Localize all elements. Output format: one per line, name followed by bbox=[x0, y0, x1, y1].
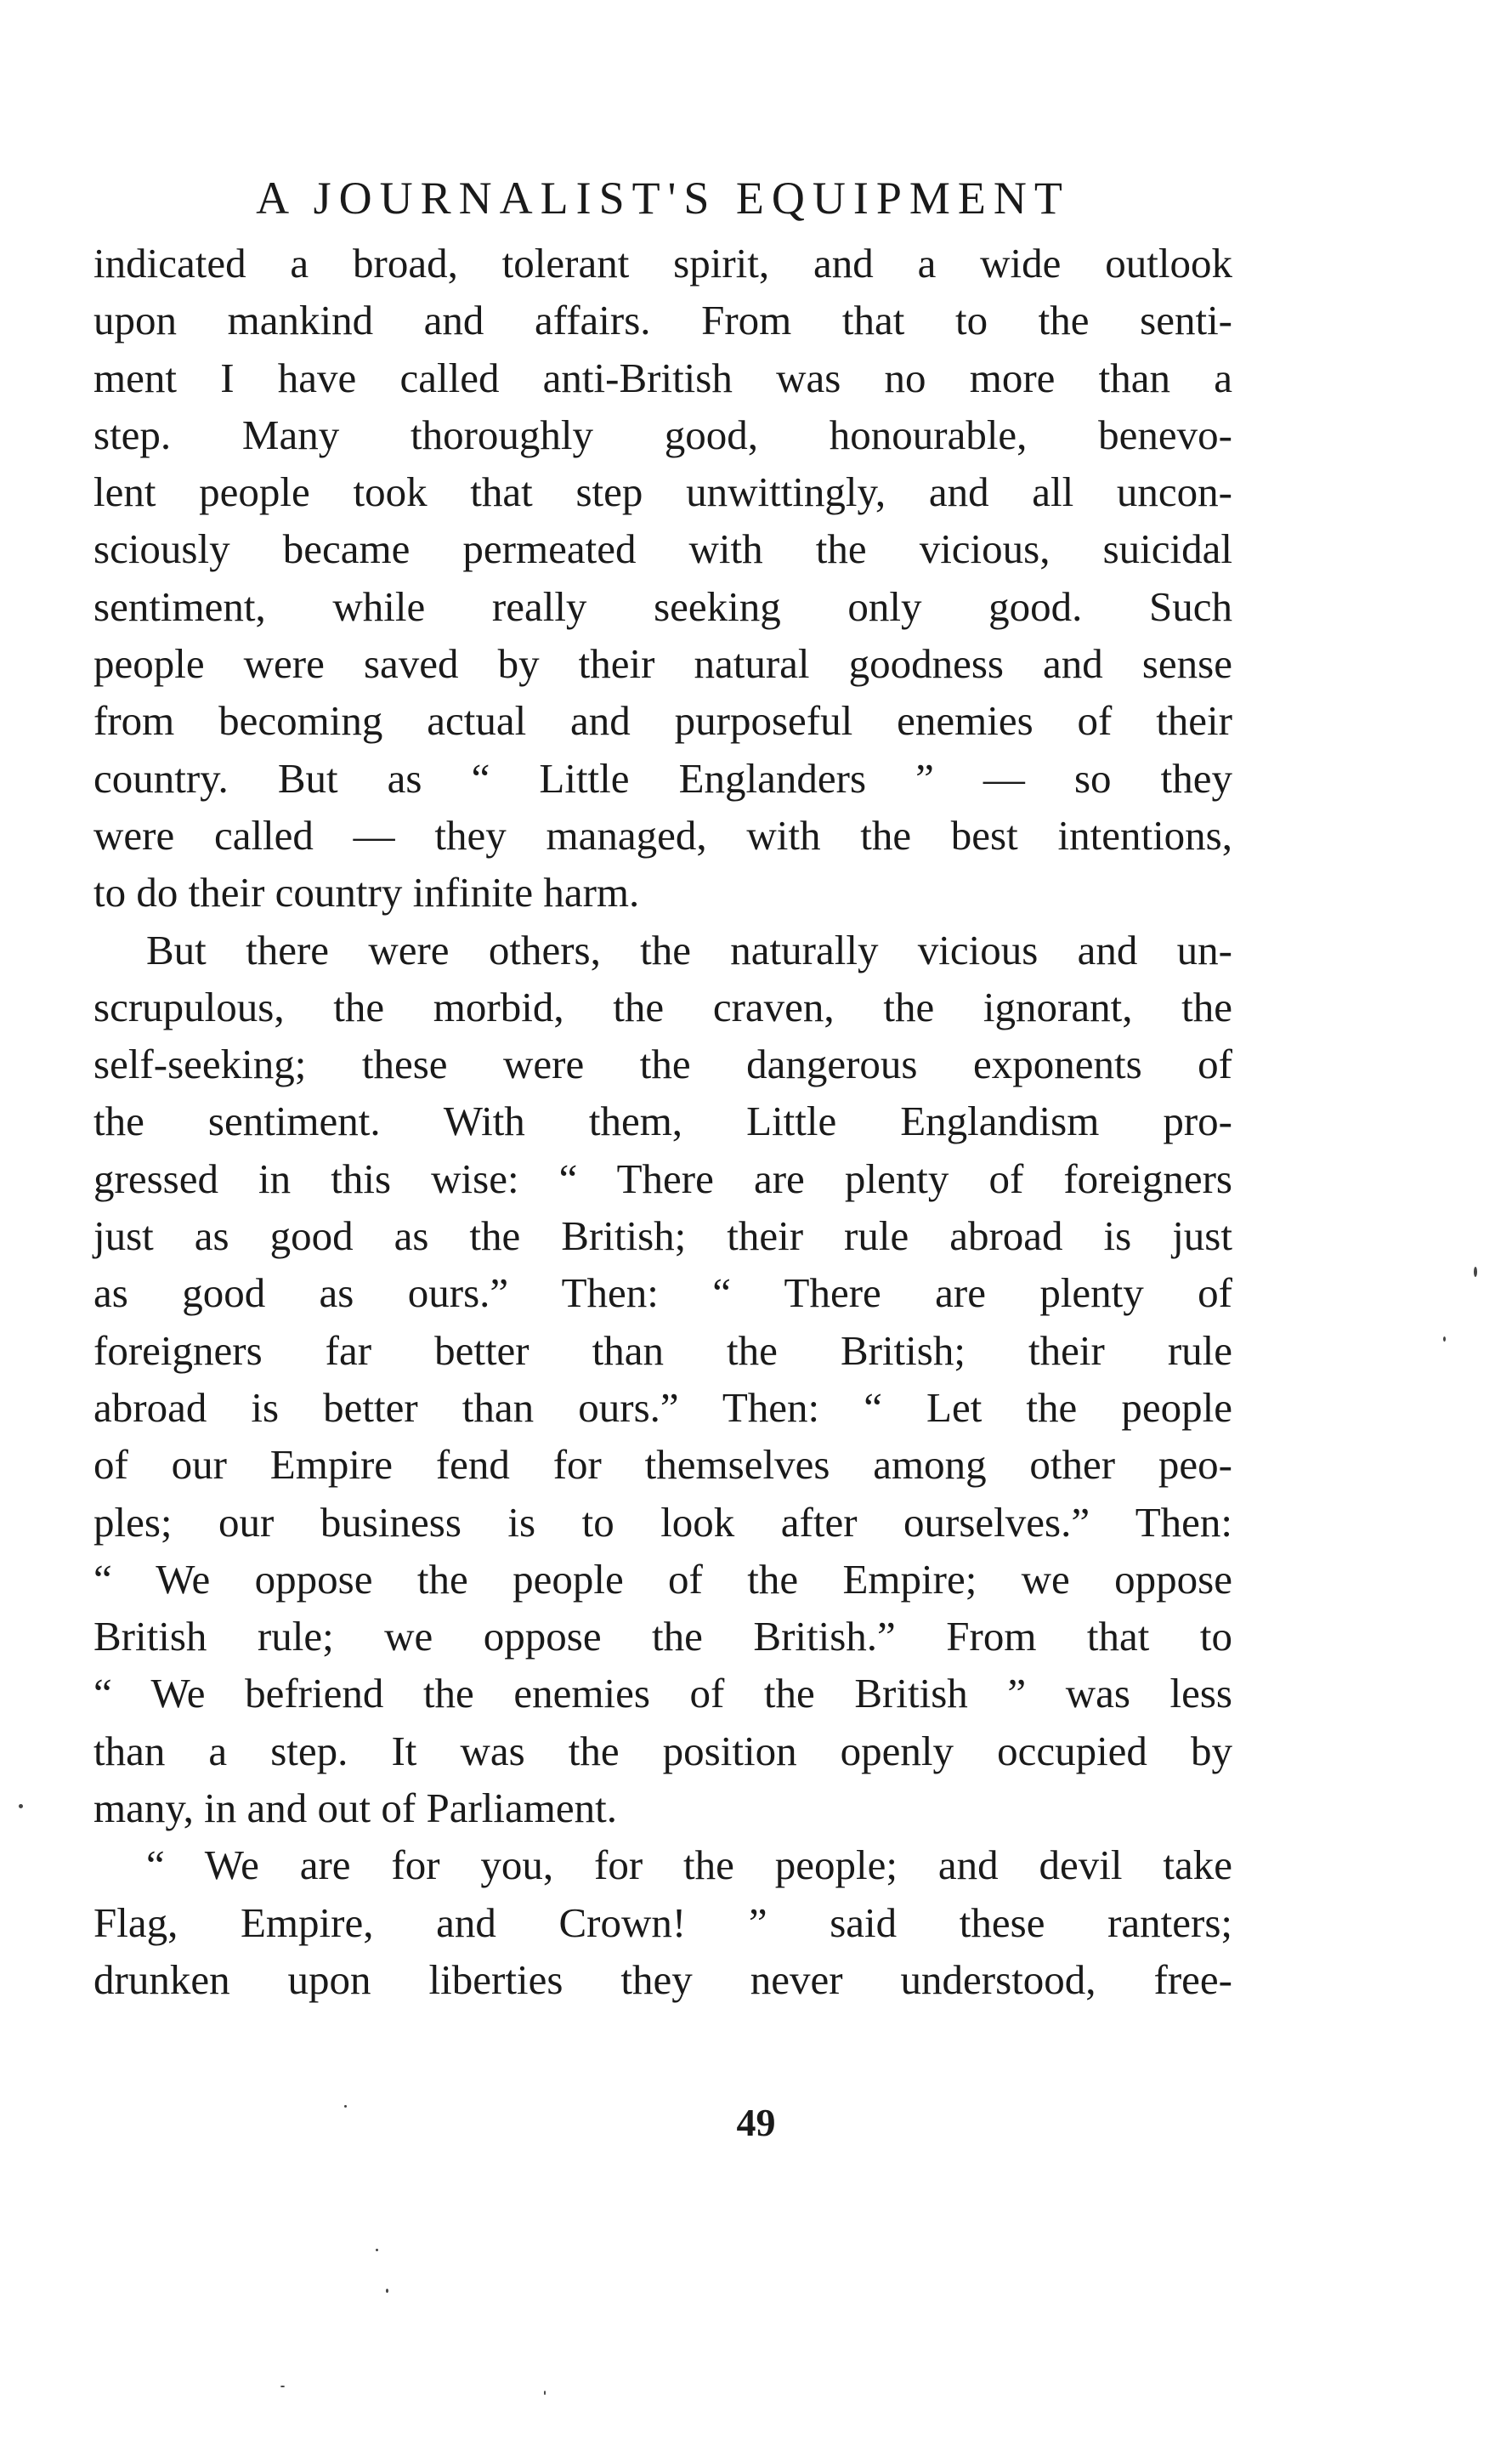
text-line: lent people took that step unwittingly, and all uncon- bbox=[93, 468, 1232, 516]
text-line: of our Empire fend for themselves among other peo- bbox=[93, 1441, 1232, 1489]
text-line: self-seeking; these were the dangerous exponents of bbox=[93, 1041, 1232, 1088]
text-line: But there were others, the naturally vicious and un- bbox=[146, 926, 1232, 973]
paragraph bbox=[93, 1836, 1232, 2008]
scan-speck bbox=[344, 2105, 347, 2108]
text-line: “ We befriend the enemies of the British ” was less bbox=[93, 1670, 1232, 1717]
text-line: “ We oppose the people of the Empire; we oppose bbox=[93, 1555, 1232, 1603]
scan-speck bbox=[1443, 1336, 1446, 1342]
text-line: British rule; we oppose the British.” From that to bbox=[93, 1613, 1232, 1660]
text-line: upon mankind and affairs. From that to the senti- bbox=[93, 297, 1232, 344]
text-line: people were saved by their natural goodness and sense bbox=[93, 640, 1232, 688]
scan-speck bbox=[386, 2289, 388, 2293]
text-line: step. Many thoroughly good, honourable, benevo- bbox=[93, 411, 1232, 458]
text-line: country. But as “ Little Englanders ” — so they bbox=[93, 754, 1232, 802]
text-line: ment I have called anti-British was no more than a bbox=[93, 354, 1232, 401]
text-line: “ We are for you, for the people; and devil take bbox=[146, 1841, 1232, 1889]
text-line: scrupulous, the morbid, the craven, the ignorant, the bbox=[93, 983, 1232, 1030]
text-line: drunken upon liberties they never understood, free- bbox=[93, 1955, 1232, 2003]
text-line: many, in and out of Parliament. bbox=[93, 1785, 617, 1832]
scan-speck bbox=[544, 2391, 546, 2395]
page-number: 49 bbox=[736, 2101, 776, 2144]
scan-speck bbox=[19, 1804, 23, 1808]
paragraph bbox=[93, 922, 1232, 1837]
text-line: foreigners far better than the British; their rule bbox=[93, 1326, 1232, 1374]
text-line: than a step. It was the position openly occupied by bbox=[93, 1727, 1232, 1774]
text-line: gressed in this wise: “ There are plenty of foreigners bbox=[93, 1155, 1232, 1202]
scan-speck bbox=[280, 2386, 285, 2387]
text-line: sentiment, while really seeking only good. Such bbox=[93, 582, 1232, 630]
paragraph bbox=[93, 235, 1232, 922]
scan-speck bbox=[1474, 1267, 1477, 1277]
text-line: just as good as the British; their rule abroad is just bbox=[93, 1212, 1232, 1260]
running-head: A JOURNALIST'S EQUIPMENT bbox=[256, 173, 1070, 224]
text-line: abroad is better than ours.” Then: “ Let the people bbox=[93, 1383, 1232, 1431]
text-line: ples; our business is to look after ourselves.” Then: bbox=[93, 1498, 1232, 1546]
book-page bbox=[93, 170, 1232, 2008]
text-line: as good as ours.” Then: “ There are plenty of bbox=[93, 1269, 1232, 1317]
text-line: indicated a broad, tolerant spirit, and a wide outlook bbox=[93, 240, 1232, 287]
text-line: Flag, Empire, and Crown! ” said these ranters; bbox=[93, 1898, 1232, 1946]
scan-speck bbox=[376, 2249, 378, 2251]
text-line: to do their country infinite harm. bbox=[93, 869, 640, 916]
text-line: the sentiment. With them, Little Englandism pro- bbox=[93, 1098, 1232, 1145]
text-line: sciously became permeated with the vicious, suicidal bbox=[93, 525, 1232, 573]
text-line: from becoming actual and purposeful enemies of their bbox=[93, 697, 1232, 745]
text-line: were called — they managed, with the best intentions, bbox=[93, 811, 1232, 859]
